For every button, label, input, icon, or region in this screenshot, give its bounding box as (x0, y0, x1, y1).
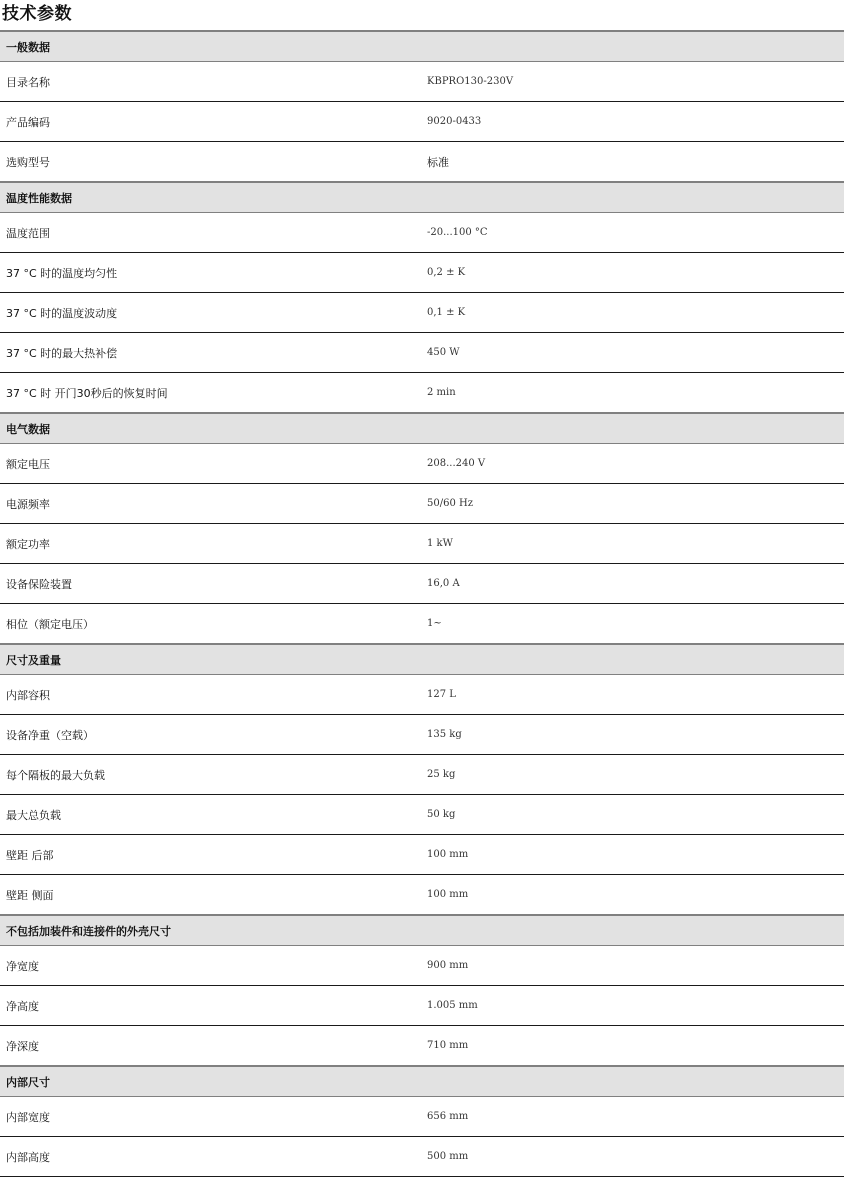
section-header (0, 412, 844, 444)
section-title: 内部尺寸 (6, 1075, 50, 1089)
spec-value: 标准 (427, 155, 449, 169)
section-title: 一般数据 (6, 40, 50, 54)
spec-value: 135 kg (427, 729, 462, 740)
spec-row (0, 62, 844, 102)
spec-value: 127 L (427, 689, 456, 700)
spec-row (0, 1137, 844, 1177)
spec-label: 目录名称 (6, 75, 50, 89)
spec-label: 37 °C 时的温度均匀性 (6, 266, 118, 280)
spec-row (0, 1097, 844, 1137)
spec-row (0, 564, 844, 604)
spec-row (0, 253, 844, 293)
spec-label: 每个隔板的最大负载 (6, 768, 105, 782)
spec-label: 37 °C 时的温度波动度 (6, 306, 118, 320)
spec-value: 25 kg (427, 769, 456, 780)
spec-row (0, 604, 844, 643)
section-header (0, 643, 844, 675)
spec-row (0, 1026, 844, 1065)
spec-row (0, 715, 844, 755)
spec-row (0, 213, 844, 253)
spec-value: 2 min (427, 387, 456, 398)
spec-value: 900 mm (427, 960, 469, 971)
spec-value: 0,2 ± K (427, 267, 466, 278)
spec-row (0, 875, 844, 914)
spec-label: 净宽度 (6, 959, 39, 973)
spec-label: 额定电压 (6, 457, 50, 471)
section-header (0, 30, 844, 62)
spec-label: 内部宽度 (6, 1110, 50, 1124)
spec-row (0, 293, 844, 333)
spec-label: 最大总负载 (6, 808, 61, 822)
spec-label: 37 °C 时 开门30秒后的恢复时间 (6, 386, 168, 400)
spec-row (0, 102, 844, 142)
section-title: 电气数据 (6, 422, 50, 436)
spec-row (0, 675, 844, 715)
section-header (0, 181, 844, 213)
section-title: 不包括加装件和连接件的外壳尺寸 (6, 924, 171, 938)
spec-label: 37 °C 时的最大热补偿 (6, 346, 118, 360)
spec-value: 1.005 mm (427, 1000, 478, 1011)
spec-label: 内部容积 (6, 688, 50, 702)
spec-value: 1~ (427, 618, 442, 629)
section-title: 尺寸及重量 (6, 653, 61, 667)
spec-label: 设备净重（空载） (6, 728, 94, 742)
spec-value: -20...100 °C (427, 227, 488, 238)
page-title: 技术参数 (2, 4, 72, 24)
spec-label: 温度范围 (6, 226, 50, 240)
spec-value: 656 mm (427, 1111, 469, 1122)
spec-row (0, 986, 844, 1026)
section-header (0, 1065, 844, 1097)
spec-row (0, 946, 844, 986)
spec-value: 50/60 Hz (427, 498, 473, 509)
section-title: 温度性能数据 (6, 191, 72, 205)
spec-label: 选购型号 (6, 155, 50, 169)
spec-label: 壁距 侧面 (6, 888, 54, 902)
spec-value: 208...240 V (427, 458, 486, 469)
spec-label: 额定功率 (6, 537, 50, 551)
spec-label: 设备保险装置 (6, 577, 72, 591)
spec-value: 1 kW (427, 538, 453, 549)
spec-row (0, 142, 844, 181)
spec-row (0, 524, 844, 564)
spec-value: 100 mm (427, 889, 469, 900)
spec-value: 710 mm (427, 1040, 469, 1051)
spec-value: 100 mm (427, 849, 469, 860)
spec-value: 450 W (427, 347, 460, 358)
spec-row (0, 795, 844, 835)
section-header (0, 914, 844, 946)
spec-value: KBPRO130-230V (427, 76, 514, 87)
spec-label: 相位（额定电压） (6, 617, 94, 631)
spec-label: 壁距 后部 (6, 848, 54, 862)
spec-label: 净高度 (6, 999, 39, 1013)
spec-label: 产品编码 (6, 115, 50, 129)
spec-label: 电源频率 (6, 497, 50, 511)
spec-row (0, 484, 844, 524)
spec-value: 16,0 A (427, 578, 460, 589)
spec-value: 9020-0433 (427, 116, 482, 127)
spec-label: 净深度 (6, 1039, 39, 1053)
spec-row (0, 373, 844, 412)
spec-value: 50 kg (427, 809, 456, 820)
spec-row (0, 333, 844, 373)
spec-row (0, 835, 844, 875)
spec-value: 500 mm (427, 1151, 469, 1162)
spec-row (0, 444, 844, 484)
spec-label: 内部高度 (6, 1150, 50, 1164)
spec-table (0, 30, 844, 1177)
spec-value: 0,1 ± K (427, 307, 466, 318)
spec-row (0, 755, 844, 795)
